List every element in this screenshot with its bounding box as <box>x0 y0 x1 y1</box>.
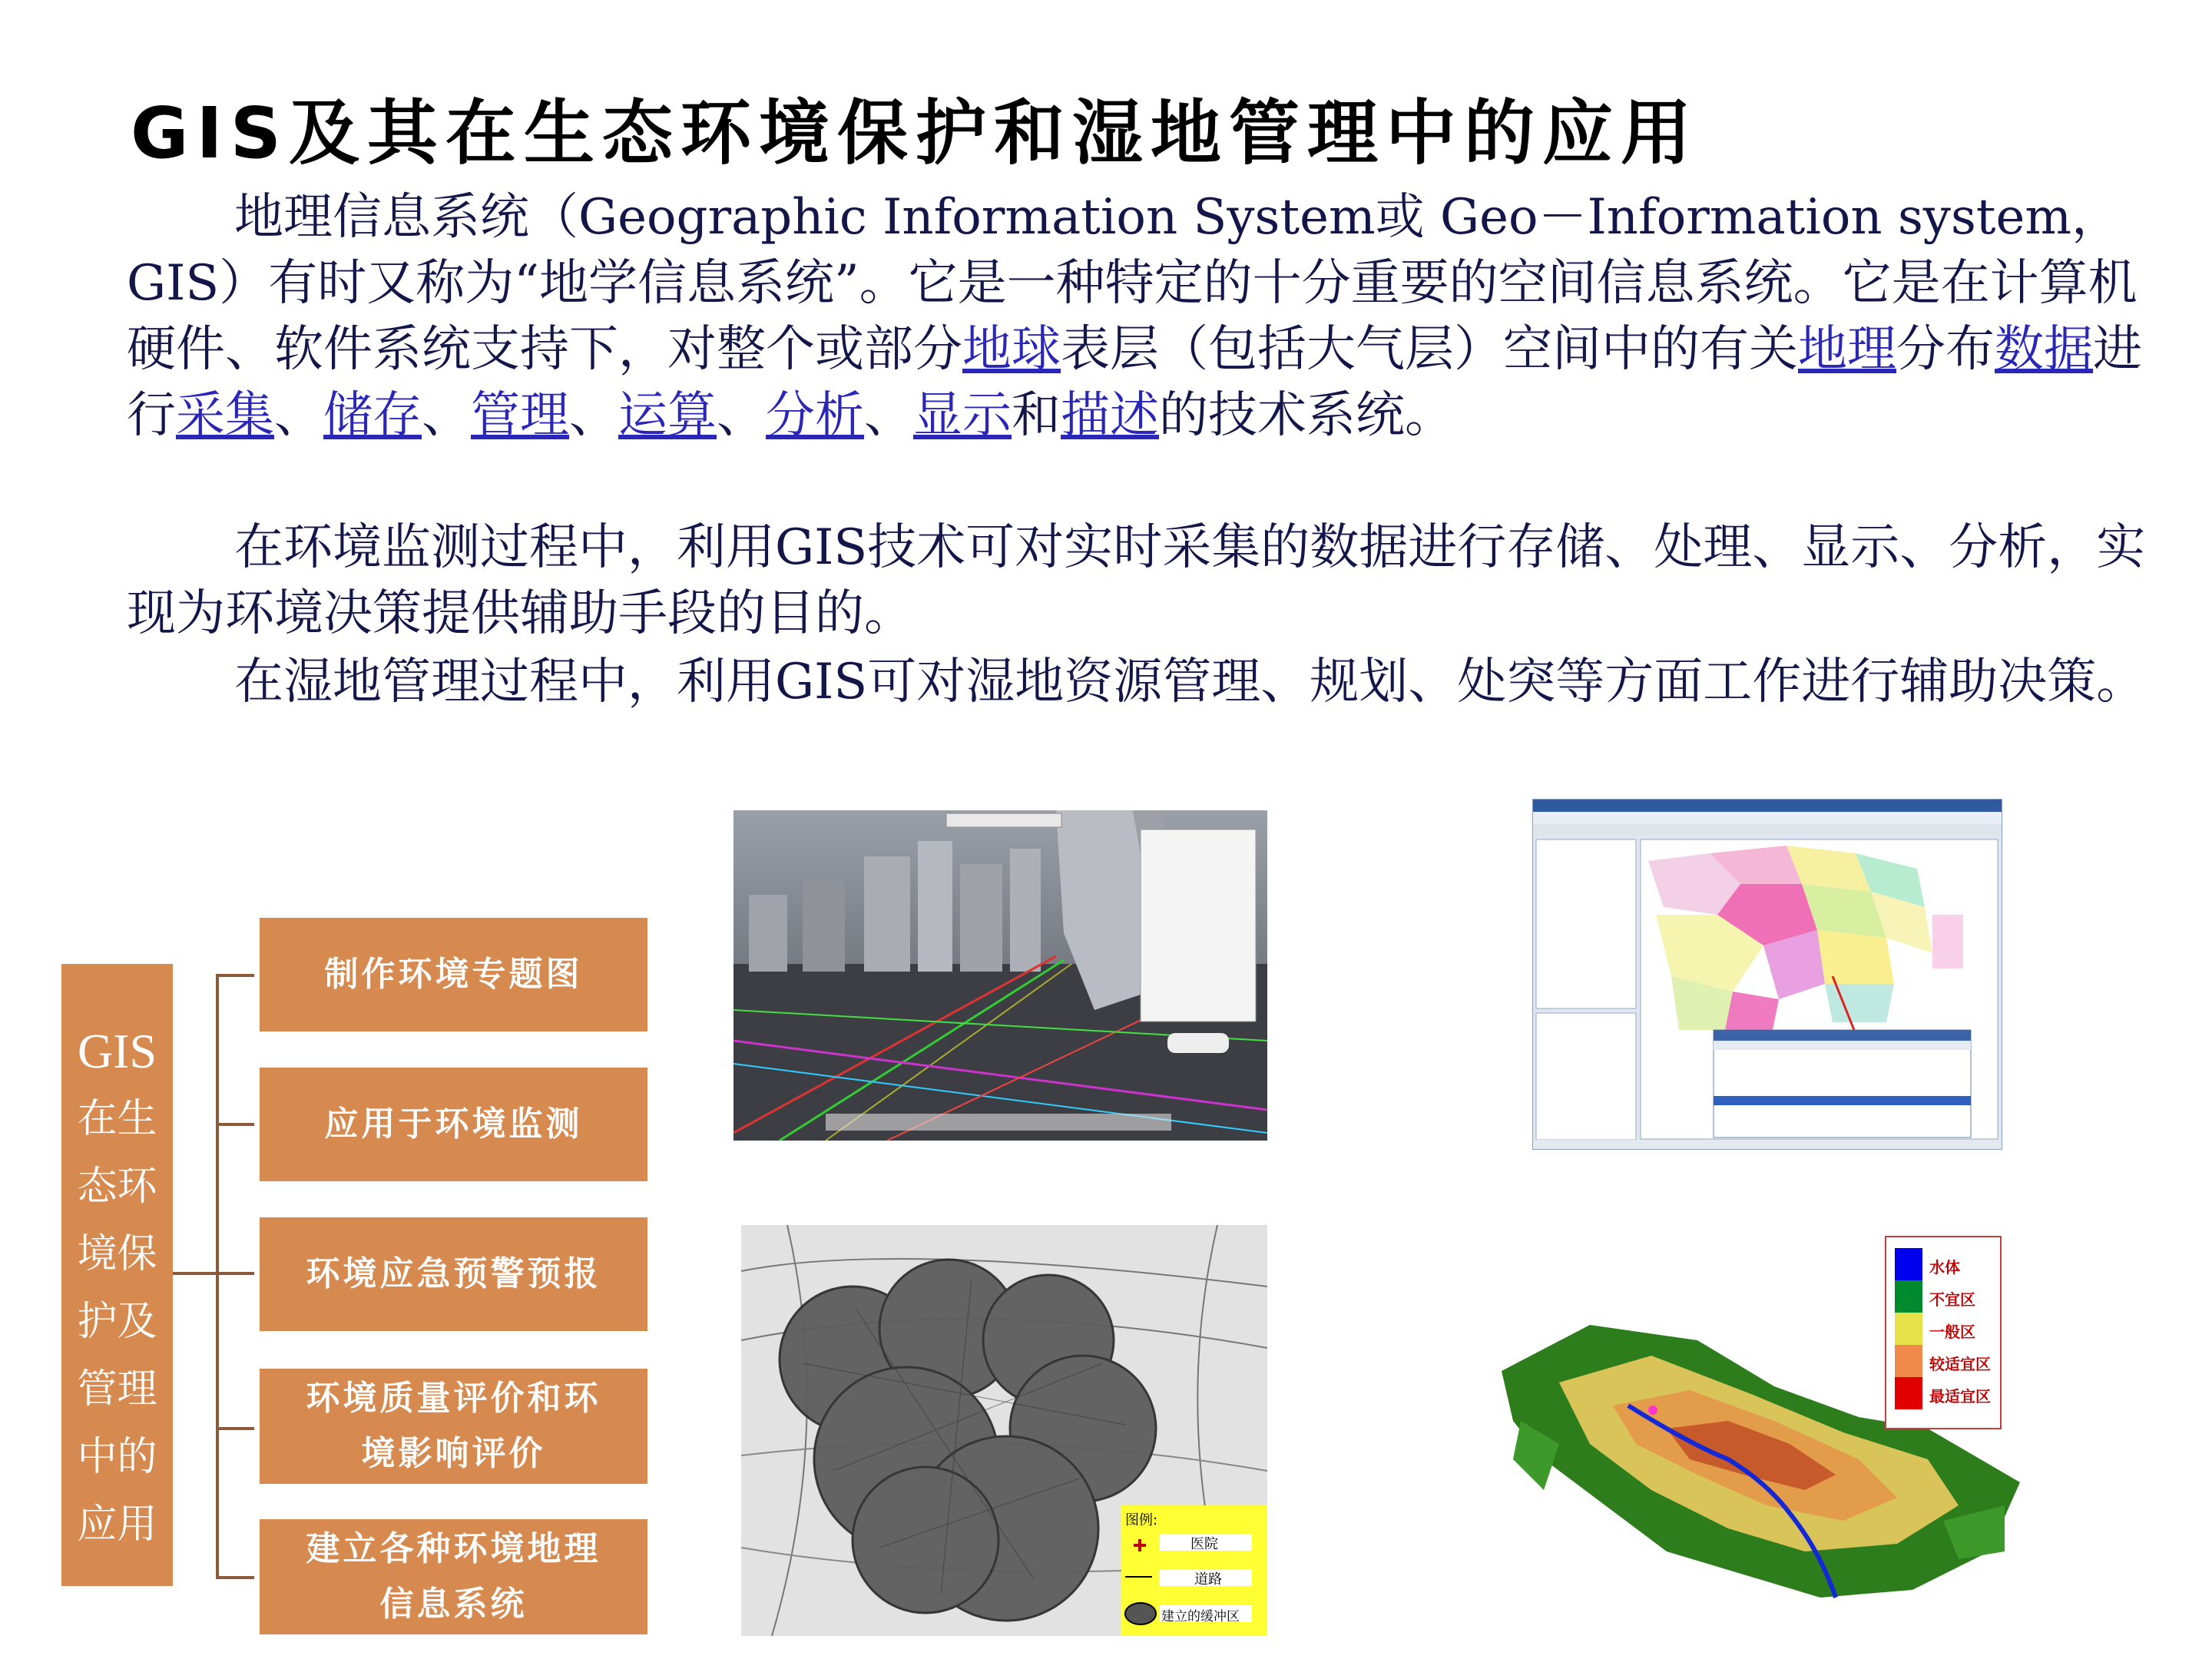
diagram-item-emergency-warning <box>260 1217 647 1331</box>
link-manage[interactable]: 管理 <box>471 387 569 444</box>
paragraph-text: 的技术系统。 <box>1159 387 1454 444</box>
separator: 、 <box>422 387 471 444</box>
diagram-root-gis: GIS <box>77 1024 157 1078</box>
diagram-root-label <box>61 1018 173 1558</box>
terrain-suitability-image <box>1498 1229 2035 1621</box>
paragraph-env-monitoring <box>127 515 2154 647</box>
connector-branch <box>216 1123 254 1126</box>
diagram-root-box <box>61 964 173 1586</box>
separator: 、 <box>864 387 913 444</box>
connector-branch <box>216 974 254 977</box>
page-title: GIS及其在生态环境保护和湿地管理中的应用 <box>131 92 1700 174</box>
diagram-root-line: 管理 <box>77 1366 157 1412</box>
diagram-root-line: 中的 <box>77 1434 157 1480</box>
china-map-software-image <box>1532 799 2002 1150</box>
connector-branch <box>216 1427 254 1430</box>
link-earth[interactable]: 地球 <box>962 321 1061 378</box>
link-geography[interactable]: 地理 <box>1798 321 1896 378</box>
diagram-root-line: 在生 <box>77 1096 157 1142</box>
diagram-item-build-gis <box>260 1519 647 1634</box>
paragraph-text: 在湿地管理过程中，利用GIS可对湿地资源管理、规划、处突等方面工作进行辅助决策。 <box>234 654 2146 710</box>
diagram-root-line: 应用 <box>77 1502 157 1548</box>
legend-title: 图例: <box>1125 1512 1158 1528</box>
separator: 、 <box>569 387 618 444</box>
paragraph-text: 和 <box>1012 387 1061 444</box>
diagram-item-env-monitoring <box>260 1068 647 1181</box>
legend-hospital-label: 医院 <box>1190 1536 1218 1552</box>
link-store[interactable]: 储存 <box>323 387 422 444</box>
legend-general-label: 一般区 <box>1929 1323 1975 1341</box>
legend-most-suitable-label: 最适宜区 <box>1929 1387 1991 1406</box>
connector-branch <box>216 1272 254 1275</box>
paragraph-text: 表层（包括大气层）空间中的有关 <box>1061 321 1798 378</box>
paragraph-text: 地理信息系统（Geographic Information System或 Geo－Information system，GIS）有时又称为“地学信息系统”。它是一种特定的十分重要的空间信息系统。它是在计算机硬件、软件系统支持下，对整个或部分 <box>127 189 2137 378</box>
separator: 、 <box>274 387 323 444</box>
diagram-root-line: 护及 <box>77 1299 157 1345</box>
item-text: 制作环境专题图 <box>324 955 583 994</box>
legend-water-label: 水体 <box>1929 1258 1960 1277</box>
legend-buffer-label: 建立的缓冲区 <box>1161 1609 1240 1624</box>
connector-vertical <box>216 974 219 1578</box>
diagram-root-line: 境保 <box>77 1231 157 1277</box>
city-3d-scene <box>733 810 1267 1141</box>
paragraph-text: 分布 <box>1896 321 1995 378</box>
diagram-item-thematic-map <box>260 918 647 1031</box>
item-text: 环境应急预警预报 <box>306 1254 601 1293</box>
paragraph-text: 进行 <box>127 321 2142 444</box>
city-3d-pipeline-image <box>733 810 1267 1141</box>
paragraph-gis-definition <box>127 184 2154 449</box>
diagram-item-quality-assessment <box>260 1369 647 1484</box>
legend-road-label: 道路 <box>1194 1571 1222 1588</box>
diagram-root-line: 态环 <box>77 1164 157 1210</box>
buffer-zone-map <box>741 1225 1267 1636</box>
buffer-zone-map-image <box>741 1225 1267 1636</box>
link-display[interactable]: 显示 <box>913 387 1012 444</box>
map-software-window <box>1533 800 2002 1149</box>
paragraph-wetland <box>127 649 2154 715</box>
item-text: 建立各种环境地理 <box>306 1529 601 1568</box>
connector-main <box>173 1272 217 1275</box>
link-collect[interactable]: 采集 <box>176 387 274 444</box>
link-compute[interactable]: 运算 <box>618 387 717 444</box>
connector-branch <box>216 1576 254 1579</box>
item-text: 信息系统 <box>379 1584 528 1624</box>
item-text: 应用于环境监测 <box>324 1104 583 1144</box>
link-analyze[interactable]: 分析 <box>766 387 864 444</box>
link-describe[interactable]: 描述 <box>1061 387 1159 444</box>
paragraph-text: 在环境监测过程中，利用GIS技术可对实时采集的数据进行存储、处理、显示、分析，实现为环境决策提供辅助手段的目的。 <box>127 519 2146 642</box>
item-text: 境影响评价 <box>361 1434 546 1473</box>
legend-unsuitable-label: 不宜区 <box>1929 1290 1975 1309</box>
legend-suitable-label: 较适宜区 <box>1929 1355 1991 1373</box>
separator: 、 <box>717 387 766 444</box>
link-data[interactable]: 数据 <box>1995 321 2093 378</box>
item-text: 环境质量评价和环 <box>306 1379 601 1418</box>
